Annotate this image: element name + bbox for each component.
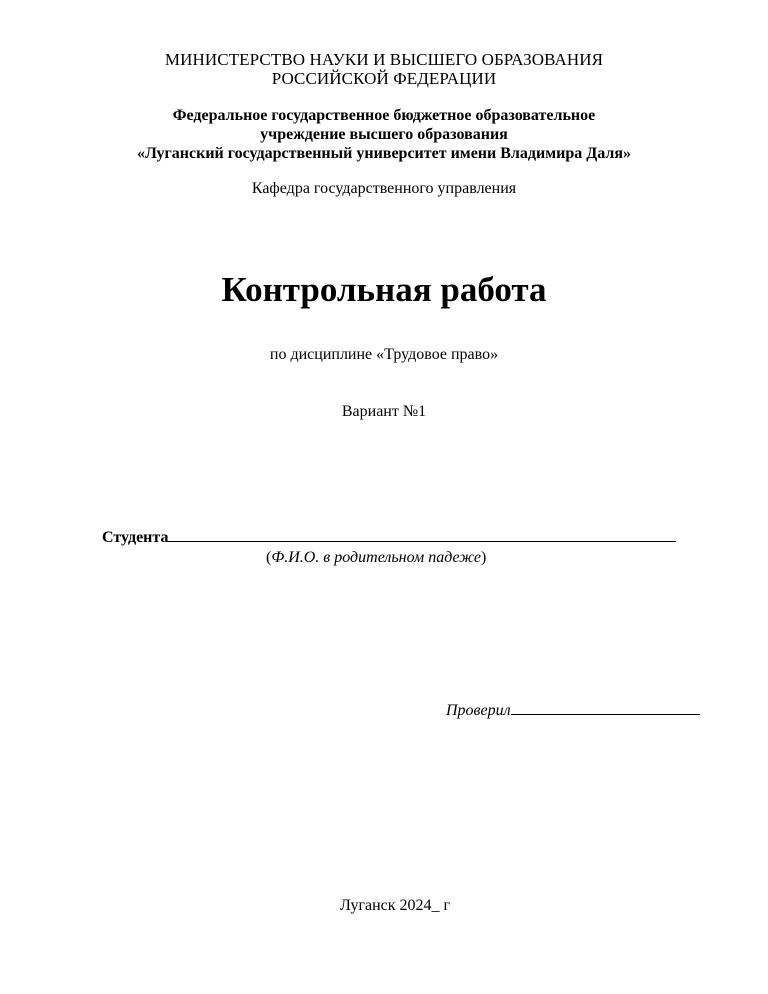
student-name-blank[interactable] xyxy=(168,540,676,542)
ministry-line-2: РОССИЙСКОЙ ФЕДЕРАЦИИ xyxy=(271,69,497,88)
institution-line-1: Федеральное государственное бюджетное образовательное xyxy=(172,107,596,124)
checker-label: Проверил xyxy=(446,702,511,719)
institution-line-2: учреждение высшего образования xyxy=(260,126,508,143)
checker-row xyxy=(446,702,700,720)
variant: Вариант №1 xyxy=(341,403,427,420)
student-row xyxy=(102,529,676,547)
document-title: Контрольная работа xyxy=(221,270,547,309)
student-hint: (Ф.И.О. в родительном падеже) xyxy=(266,549,487,566)
institution-line-3: «Луганский государственный университет имени Владимира Даля» xyxy=(137,145,631,162)
checker-name-blank[interactable] xyxy=(511,713,700,715)
city-year: Луганск 2024_ г xyxy=(340,897,451,914)
student-label: Студента xyxy=(102,529,169,546)
department: Кафедра государственного управления xyxy=(251,180,517,197)
ministry-line-1: МИНИСТЕРСТВО НАУКИ И ВЫСШЕГО ОБРАЗОВАНИЯ xyxy=(164,50,604,69)
discipline: по дисциплине «Трудовое право» xyxy=(269,346,499,363)
student-hint-text: Ф.И.О. в родительном падеже xyxy=(271,549,481,566)
